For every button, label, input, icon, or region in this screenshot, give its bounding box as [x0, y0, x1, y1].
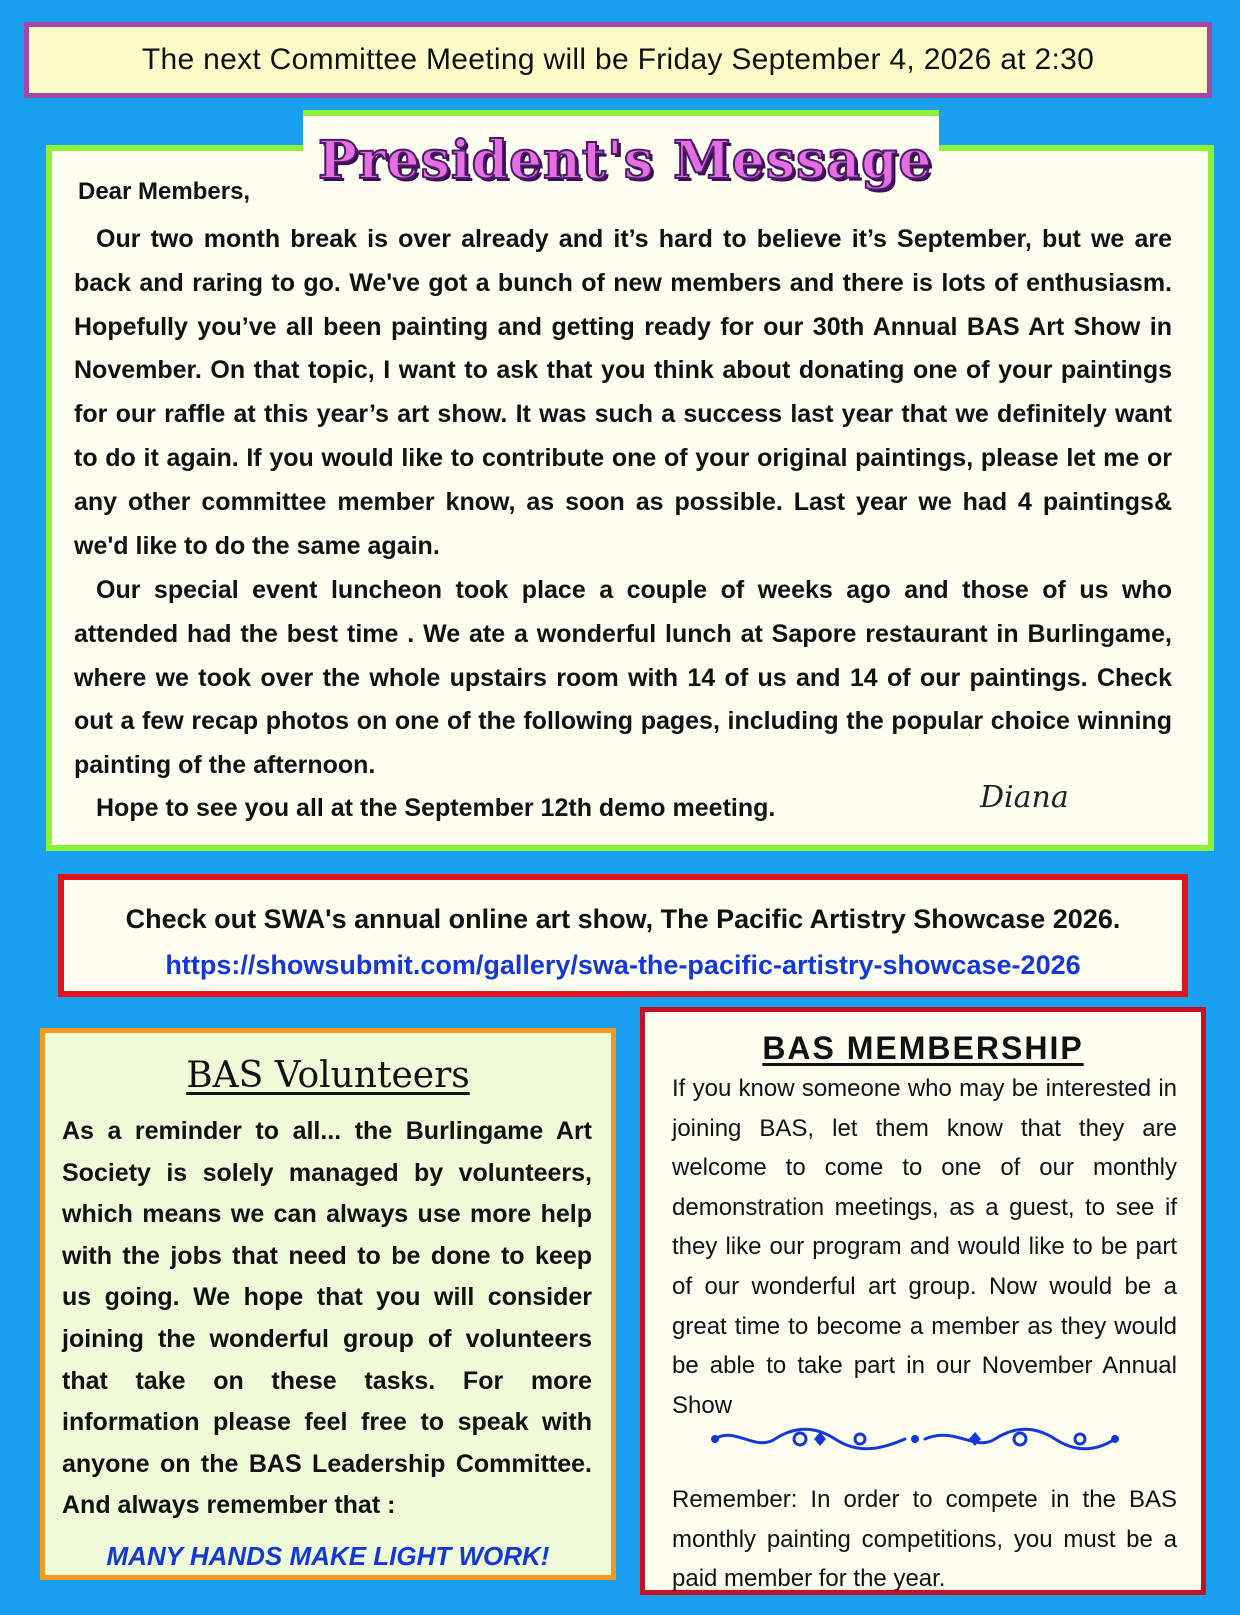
meeting-banner [24, 22, 1212, 98]
membership-text: If you know someone who may be interested in joining BAS, let them know that they are welcome to come to one of our monthly demonstration meetings, as a guest, to see if they like our program and would like to be part of our wonderful art group. Now would be a great time to become a member as they would be able to take part in our November Annual Show [672, 1075, 1177, 1419]
flourish-divider-icon [705, 1424, 1125, 1454]
greeting: Dear Members, [78, 178, 251, 205]
membership-reminder: Remember: In order to compete in the BAS monthly painting competitions, you must be a paid member for the year. [672, 1486, 1177, 1593]
presidents-paragraph-1: Our two month break is over already and it’s hard to believe it’s September, but we are back and raring to go. We've got a bunch of new members and there is lots of enthusiasm. Hopefully you’ve all been painting and getting ready for our 30th Annual BAS Art Show in November. On that topic, I want to ask that you think about donating one of your paintings for our raffle at this year’s art show. It was such a success last year that we definitely want to do it again. If you would like to contribute one of your original paintings, please let me or any other committee member know, as soon as possible. Last year we had 4 paintings& we'd like to do the same again. [74, 225, 1172, 560]
presidents-closing: Hope to see you all at the September 12th demo meeting. [96, 794, 776, 822]
meeting-banner-text: The next Committee Meeting will be Friday September 4, 2026 at 2:30 [141, 43, 1095, 76]
membership-title: BAS MEMBERSHIP [762, 1030, 1084, 1066]
presidents-paragraph-2: Our special event luncheon took place a couple of weeks ago and those of us who attended had the best time . We ate a wonderful lunch at Sapore restaurant in Burlingame, where we took over the whole upstairs room with 14 of us and 14 of our paintings. Check out a few recap photos on one of the following pages, including the popular choice winning painting of the afternoon. [74, 576, 1172, 780]
volunteers-panel [40, 1028, 616, 1580]
presidents-message-title: President's Message [318, 130, 933, 191]
volunteers-text: As a reminder to all... the Burlingame Art Society is solely managed by volunteers, which means we can always use more help with the jobs that need to be done to keep us going. We hope that you will consider joining the wonderful group of volunteers that take on these tasks. For more information please feel free to speak with anyone on the BAS Leadership Committee. And always remember that : [62, 1117, 592, 1520]
volunteers-title: BAS Volunteers [186, 1055, 470, 1096]
swa-notice-panel [58, 874, 1188, 997]
swa-showcase-link[interactable]: https://showsubmit.com/gallery/swa-the-pacific-artistry-showcase-2026 [165, 950, 1081, 980]
volunteers-motto: MANY HANDS MAKE LIGHT WORK! [106, 1541, 550, 1571]
membership-panel [640, 1007, 1206, 1595]
signature: Diana [980, 780, 1069, 815]
swa-notice-text: Check out SWA's annual online art show, The Pacific Artistry Showcase 2026. [125, 904, 1121, 934]
